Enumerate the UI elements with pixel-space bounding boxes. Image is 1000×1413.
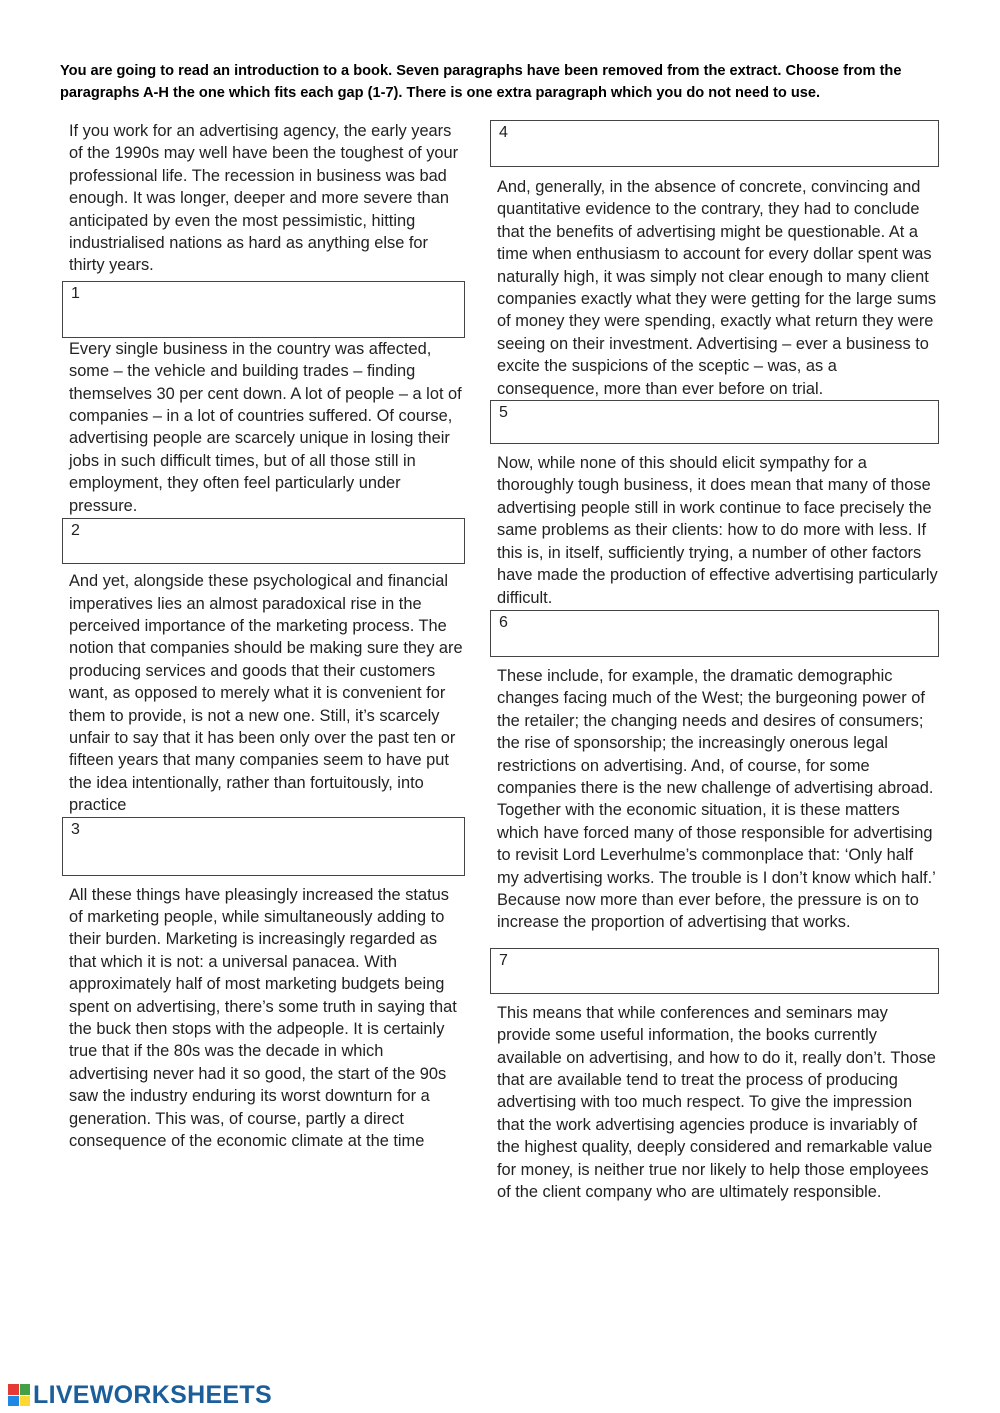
gap-box-1[interactable]: 1 (62, 281, 465, 338)
logo-block-yellow (20, 1396, 31, 1407)
logo-block-green (20, 1384, 31, 1395)
left-column (62, 120, 465, 1152)
logo-block-blue (8, 1396, 19, 1407)
logo-block-red (8, 1384, 19, 1395)
gap-box-4[interactable]: 4 (490, 120, 939, 167)
gap-box-5[interactable]: 5 (490, 400, 939, 444)
paragraph-after-gap-2: And yet, alongside these psychological and financial imperatives lies an almost paradoxical rise in the perceived importance of the marketing process. The notion that companies should be making sure they are producing services and goods that their customers want, as opposed to merely what it is convenient for them to provide, is not a new one. Still, it’s scarcely unfair to say that it has been only over the past ten or fifteen years that many companies seem to have put the idea intentionally, rather than fortuitously, into practice (69, 572, 463, 815)
paragraph-after-gap-4: And, generally, in the absence of concrete, convincing and quantitative evidence to the contrary, they had to conclude that the benefits of advertising might be questionable. At a time when enthusiasm to account for every dollar spent was naturally high, it was simply not clear enough to many client companies exactly what they were getting for the large sums of money they were spending, exactly what return they were seeing on their investment. Advertising – ever a business to excite the suspicions of the sceptic – was, as a consequence, more than ever before on trial. (497, 178, 937, 398)
paragraph-after-gap-3: All these things have pleasingly increased the status of marketing people, while simultaneously adding to their burden. Marketing is increasingly regarded as that which it is not: a universal panacea. With approximately half of most marketing budgets being spent on advertising, there’s some truth in saying that the buck then stops with the adpeople. It is certainly true that if the 80s was the decade in which advertising never had it so good, the start of the 90s saw the industry enduring its worst downturn for a generation. This was, of course, partly a direct consequence of the economic climate at the time (69, 885, 457, 1151)
logo-blocks-icon (8, 1384, 30, 1406)
paragraph-after-gap-6: These include, for example, the dramatic demographic changes facing much of the West; the burgeoning power of the retailer; the changing needs and desires of consumers; the rise of sponsorship; the increasingly onerous legal restrictions on advertising. And, of course, for some companies there is the new challenge of advertising abroad. Together with the economic situation, it is these matters which have forced many of those responsible for advertising to revisit Lord Leverhulme’s commonplace that: ‘Only half my advertising works. The trouble is I don’t know which half.’ Because now more than ever before, the pressure is on to increase the proportion of advertising that works. (497, 666, 936, 932)
instructions: You are going to read an introduction to a book. Seven paragraphs have been removed from the extract. Choose from the paragraphs A-H the one which fits each gap (1-7). There is one extra paragraph which you do not need to use. (60, 63, 902, 101)
gap-box-6[interactable]: 6 (490, 610, 939, 657)
gap-box-2[interactable]: 2 (62, 518, 465, 564)
right-column (490, 120, 939, 1203)
logo-text: LIVEWORKSHEETS (33, 1380, 272, 1409)
paragraph-after-gap-7: This means that while conferences and seminars may provide some useful information, the books currently available on advertising, and how to do it, really don’t. Those that are available tend to treat the process of producing advertising with too much respect. To give the impression that the work advertising agencies produce is invariably of the highest quality, deeply considered and remarkable value for money, is neither true nor likely to help those employees of the client company who are ultimately responsible. (497, 1003, 936, 1202)
gap-box-7[interactable]: 7 (490, 948, 939, 994)
gap-box-3[interactable]: 3 (62, 817, 465, 876)
paragraph-intro: If you work for an advertising agency, the early years of the 1990s may well have been the toughest of your professional life. The recession in business was bad enough. It was longer, deeper and more severe than anticipated by even the most pessimistic, hitting industrialised nations as hard as anything else for thirty years. (69, 122, 459, 275)
paragraph-after-gap-1: Every single business in the country was affected, some – the vehicle and building trades – finding themselves 30 per cent down. A lot of people – a lot of companies – in a lot of countries suffered. Of course, advertising people are scarcely unique in losing their jobs in such difficult times, but of all those still in employment, they often feel particularly under pressure. (69, 339, 462, 515)
paragraph-after-gap-5: Now, while none of this should elicit sympathy for a thoroughly tough business, it does mean that many of those advertising people still in work continue to face precisely the same problems as their clients: how to do more with less. If this is, in itself, sufficiently trying, a number of other factors have made the production of effective advertising particularly difficult. (497, 454, 938, 607)
liveworksheets-logo (8, 1380, 272, 1410)
